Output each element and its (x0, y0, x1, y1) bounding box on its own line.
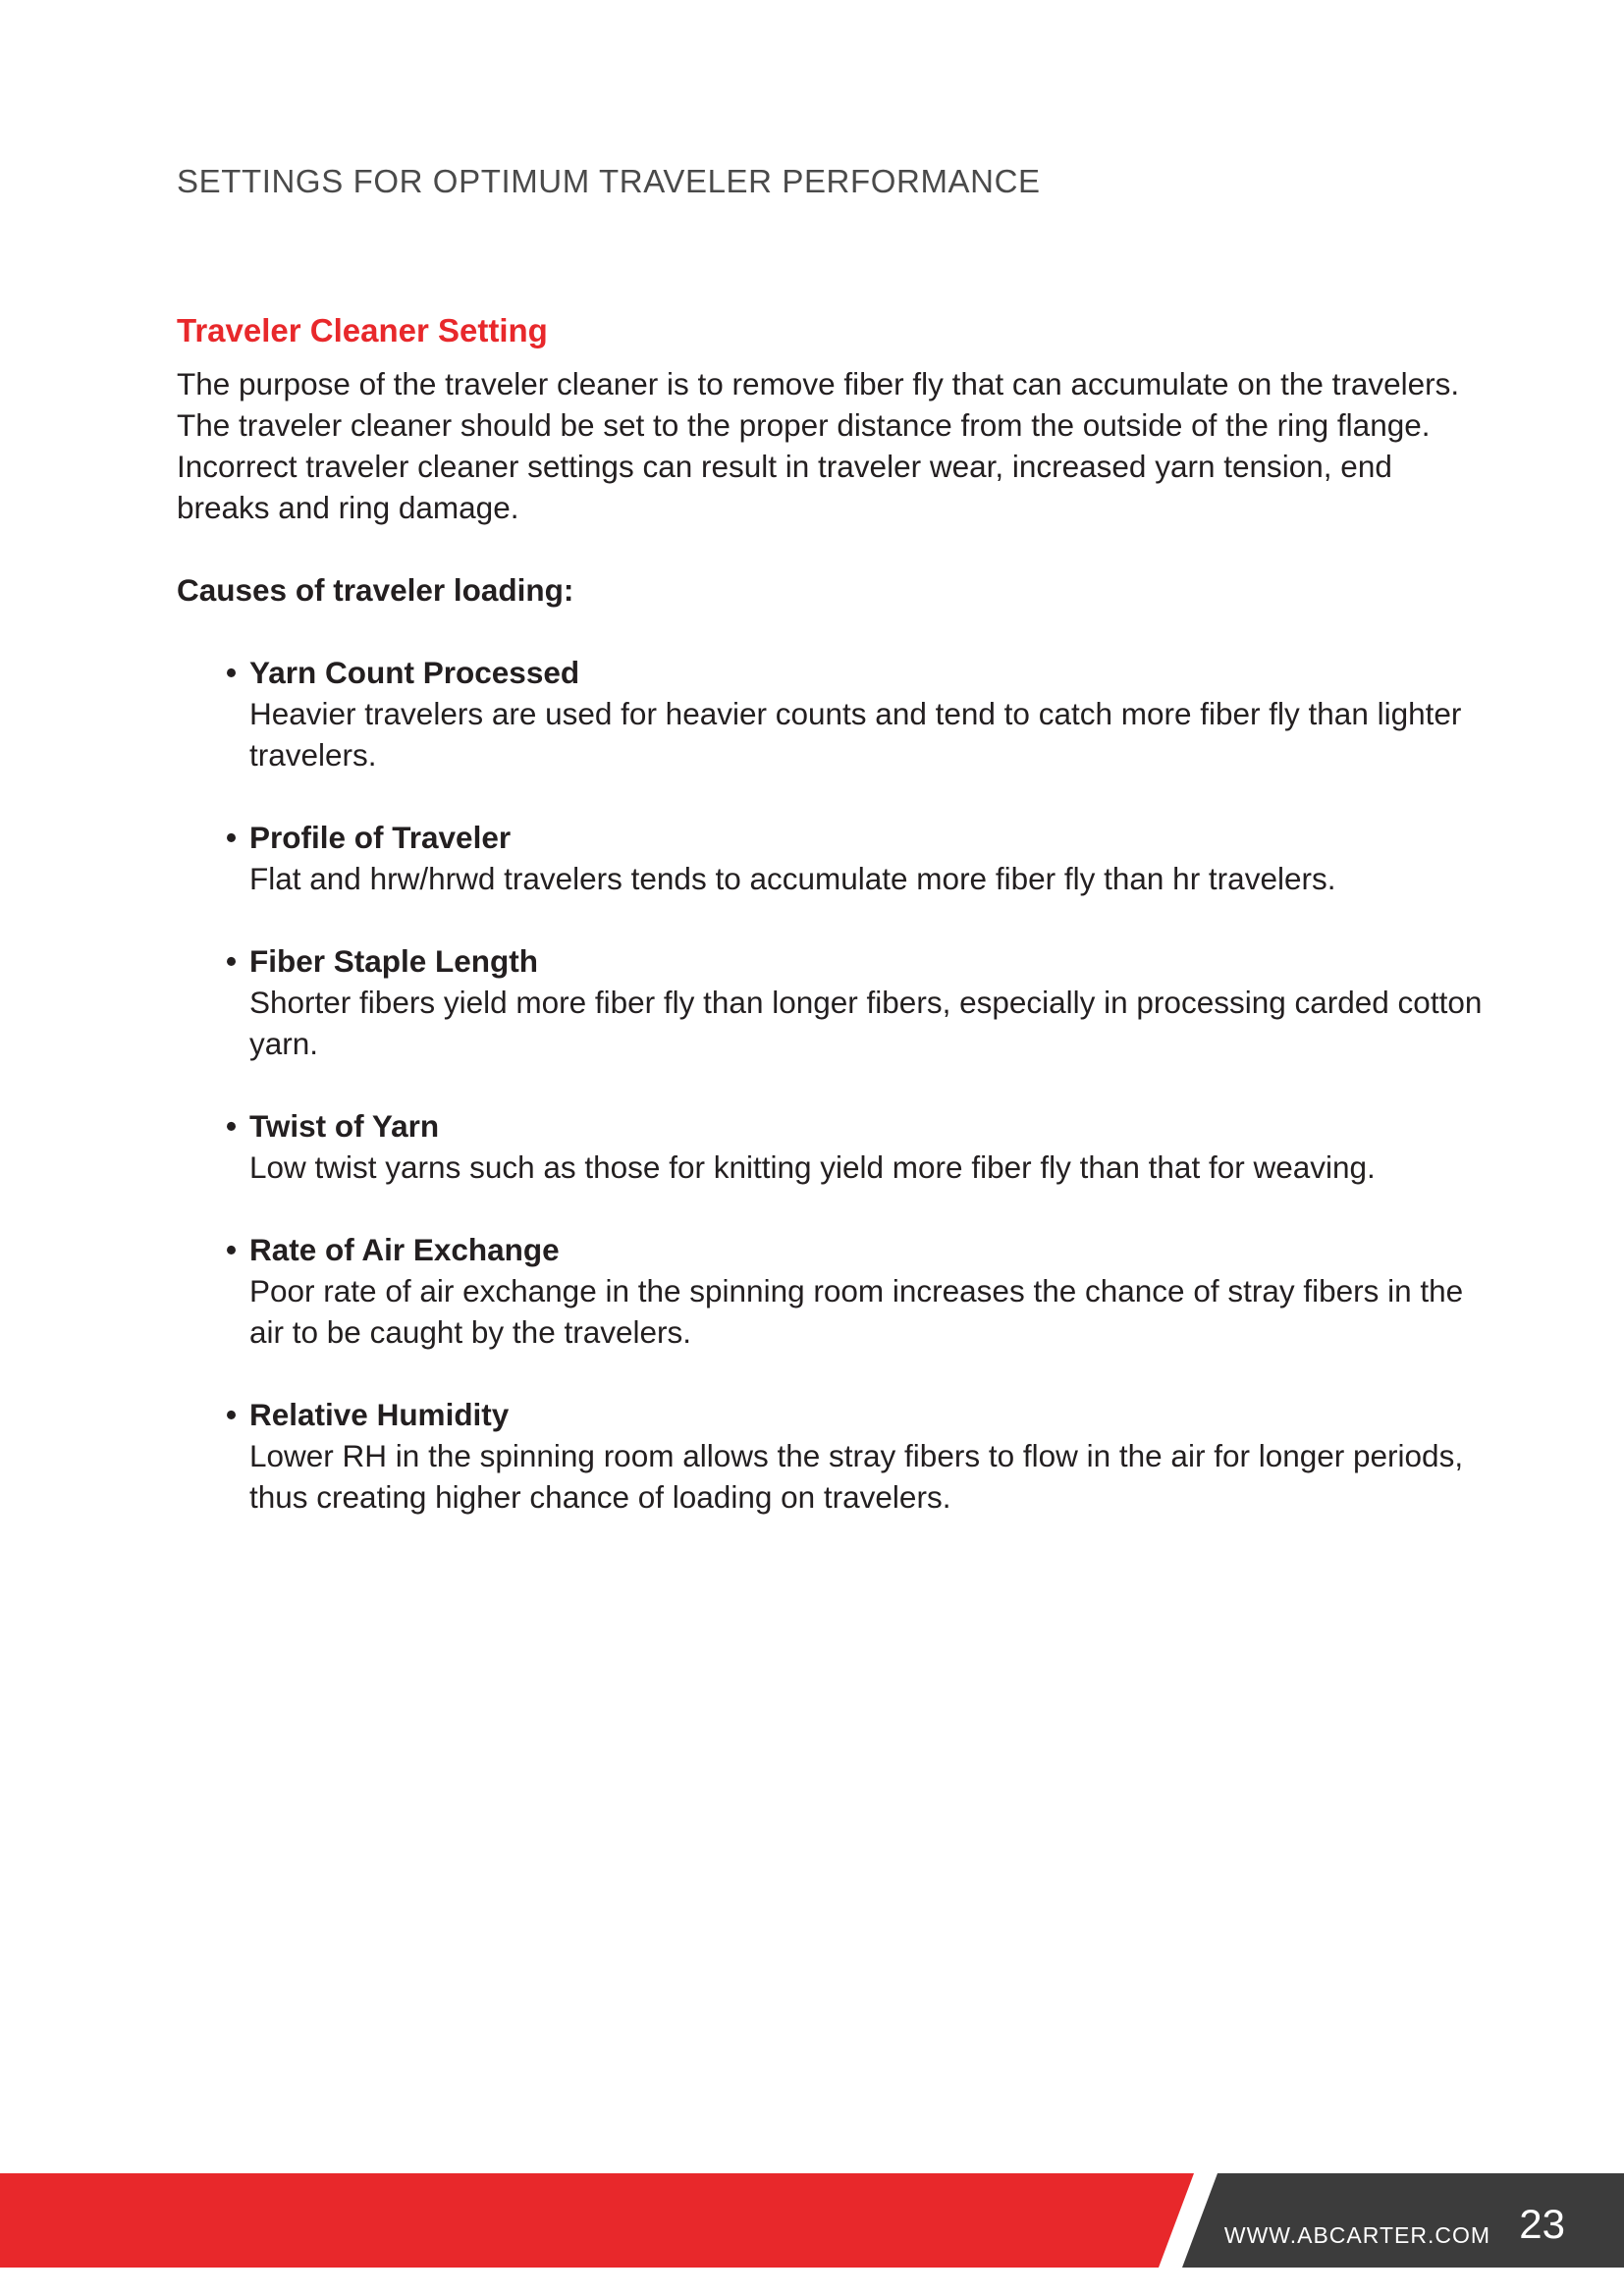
section-title: Traveler Cleaner Setting (177, 312, 548, 348)
footer-red-band (0, 2173, 1194, 2268)
cause-text: Poor rate of air exchange in the spinning room increases the chance of stray fibers in the air to be caught by the travelers. (249, 1273, 1464, 1350)
bullet-icon: • (226, 655, 238, 690)
cause-title: Yarn Count Processed (249, 655, 580, 690)
causes-heading: Causes of traveler loading: (177, 572, 574, 608)
cause-text: Lower RH in the spinning room allows the stray fibers to flow in the air for longer periods, thus creating higher chance of loading on travelers. (249, 1438, 1464, 1515)
footer-band (0, 2173, 1624, 2268)
bullet-icon: • (226, 820, 238, 855)
footer-url[interactable]: WWW.ABCARTER.COM (1223, 2222, 1490, 2248)
cause-text: Heavier travelers are used for heavier counts and tend to catch more fiber fly than lighter travelers. (249, 696, 1462, 773)
bullet-icon: • (226, 1397, 238, 1432)
bullet-icon: • (226, 943, 238, 979)
section-intro: The purpose of the traveler cleaner is to remove fiber fly that can accumulate on the travelers. The traveler cleaner should be set to the proper distance from the outside of the ring flange. Incorrect traveler cleaner settings can result in traveler wear, increased yarn tension, end breaks and ring damage. (177, 366, 1460, 525)
cause-text: Shorter fibers yield more fiber fly than longer fibers, especially in processing carded cotton yarn. (249, 985, 1483, 1061)
page-number: 23 (1519, 2201, 1565, 2247)
bullet-icon: • (226, 1232, 238, 1267)
cause-title: Fiber Staple Length (249, 943, 539, 979)
page-footer (0, 2173, 1624, 2268)
cause-title: Rate of Air Exchange (249, 1232, 560, 1267)
main-content (177, 312, 1492, 1559)
cause-text: Flat and hrw/hrwd travelers tends to accumulate more fiber fly than hr travelers. (249, 861, 1336, 896)
cause-title: Profile of Traveler (249, 820, 512, 855)
causes-list (177, 652, 1492, 1518)
list-item (226, 817, 1492, 899)
page-header-title: SETTINGS FOR OPTIMUM TRAVELER PERFORMANCE (177, 163, 1041, 199)
bullet-icon: • (226, 1108, 238, 1144)
list-item (226, 1105, 1492, 1188)
list-item (226, 652, 1492, 775)
list-item (226, 1229, 1492, 1353)
cause-title: Relative Humidity (249, 1397, 510, 1432)
cause-title: Twist of Yarn (249, 1108, 440, 1144)
cause-text: Low twist yarns such as those for knitting yield more fiber fly than that for weaving. (249, 1149, 1376, 1185)
list-item (226, 940, 1492, 1064)
list-item (226, 1394, 1492, 1518)
